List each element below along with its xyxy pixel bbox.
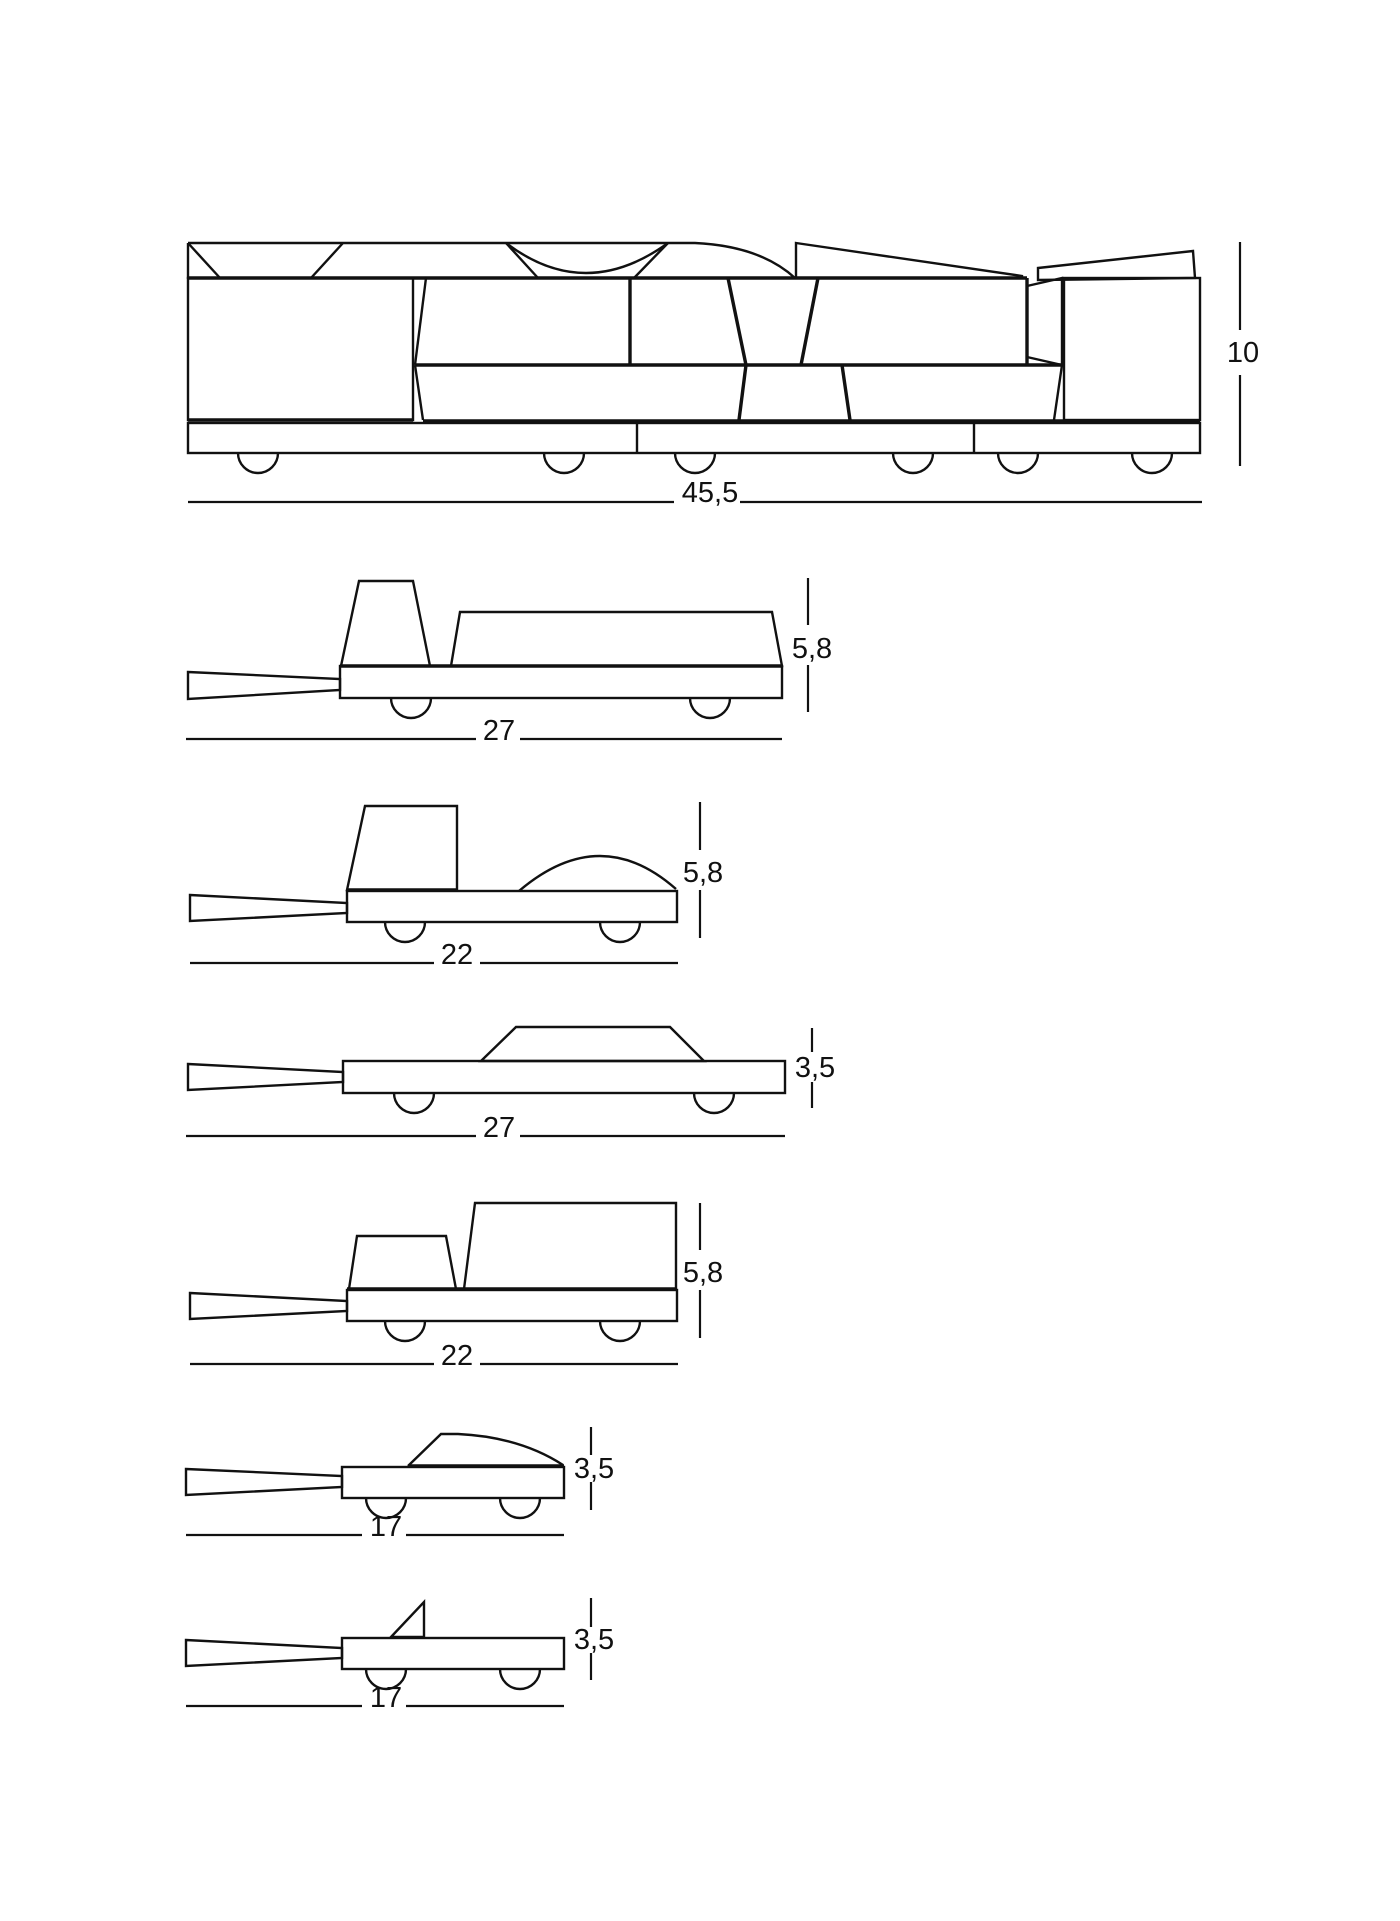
vehicle-height-label: 3,5 (573, 1624, 615, 1656)
wheel (1132, 453, 1172, 473)
block-edge (415, 365, 423, 420)
wheel (500, 1669, 540, 1689)
vehicle-body (340, 666, 782, 698)
wedge-roof (796, 243, 1022, 278)
wheel (394, 1093, 434, 1113)
block-edge (1054, 365, 1062, 420)
block (1064, 278, 1200, 420)
vehicle-2 (190, 806, 677, 942)
train-assembly (188, 243, 1200, 473)
wheel (391, 698, 431, 718)
tow-bar (190, 1293, 347, 1319)
train-height-label: 10 (1226, 337, 1260, 369)
wheel (694, 1093, 734, 1113)
cargo-block (347, 806, 457, 890)
vehicle-3 (188, 1027, 785, 1113)
wheel (238, 453, 278, 473)
tow-bar (190, 895, 347, 921)
wheel (385, 922, 425, 942)
tow-bar (188, 1064, 343, 1090)
vehicle-height-label: 3,5 (573, 1453, 615, 1485)
tow-bar (186, 1469, 342, 1495)
wheel (998, 453, 1038, 473)
cargo-block (481, 1027, 704, 1061)
block-edge (311, 243, 343, 278)
block-edge (188, 243, 220, 278)
cargo-block (349, 1236, 456, 1289)
tow-bar (188, 672, 340, 699)
vehicle-1-dimensions (186, 578, 832, 747)
vehicle-height-label: 5,8 (682, 857, 724, 889)
vehicle-width-label: 17 (369, 1682, 403, 1714)
vehicle-body (342, 1638, 564, 1669)
vehicle-height-label: 3,5 (794, 1052, 836, 1084)
wheel (675, 453, 715, 473)
vehicle-6 (186, 1602, 564, 1689)
vehicle-6-dimensions (186, 1598, 614, 1714)
vehicle-height-label: 5,8 (791, 633, 833, 665)
cargo-block (341, 581, 430, 666)
block-edge (415, 278, 426, 365)
vehicle-5 (186, 1434, 564, 1518)
dome-roof (408, 1434, 563, 1466)
block-edge (801, 278, 818, 365)
wheel (600, 922, 640, 942)
wheel (893, 453, 933, 473)
tow-bar (186, 1640, 342, 1666)
wheel (544, 453, 584, 473)
block-edge (1027, 278, 1062, 365)
train-dimension-width (188, 477, 1202, 509)
vehicle-4 (190, 1203, 677, 1341)
wheel (500, 1498, 540, 1518)
dome-roof (519, 856, 676, 891)
vehicle-width-label: 22 (440, 1340, 474, 1372)
wheel (385, 1321, 425, 1341)
cargo-block (451, 612, 782, 666)
vehicle-width-label: 27 (482, 715, 516, 747)
triangle-block (391, 1602, 424, 1637)
wheel (600, 1321, 640, 1341)
cargo-block (464, 1203, 676, 1289)
block-edge (739, 365, 746, 420)
block-edge (842, 365, 850, 420)
vehicle-width-label: 17 (369, 1511, 403, 1543)
wedge-roof (1038, 251, 1195, 280)
vehicle-body (342, 1467, 564, 1498)
wheel (690, 698, 730, 718)
vehicle-height-label: 5,8 (682, 1257, 724, 1289)
block (188, 278, 413, 420)
train-width-label: 45,5 (681, 477, 739, 509)
vehicle-body (347, 891, 677, 922)
vehicle-body (343, 1061, 785, 1093)
vehicle-width-label: 27 (482, 1112, 516, 1144)
train-base (188, 423, 1200, 453)
vehicle-5-dimensions (186, 1427, 614, 1543)
vehicle-width-label: 22 (440, 939, 474, 971)
dome-roof (668, 243, 795, 278)
vehicle-1 (188, 581, 782, 718)
train-dimension-height (1227, 242, 1259, 466)
block-edge (728, 278, 746, 365)
vehicle-body (347, 1290, 677, 1321)
